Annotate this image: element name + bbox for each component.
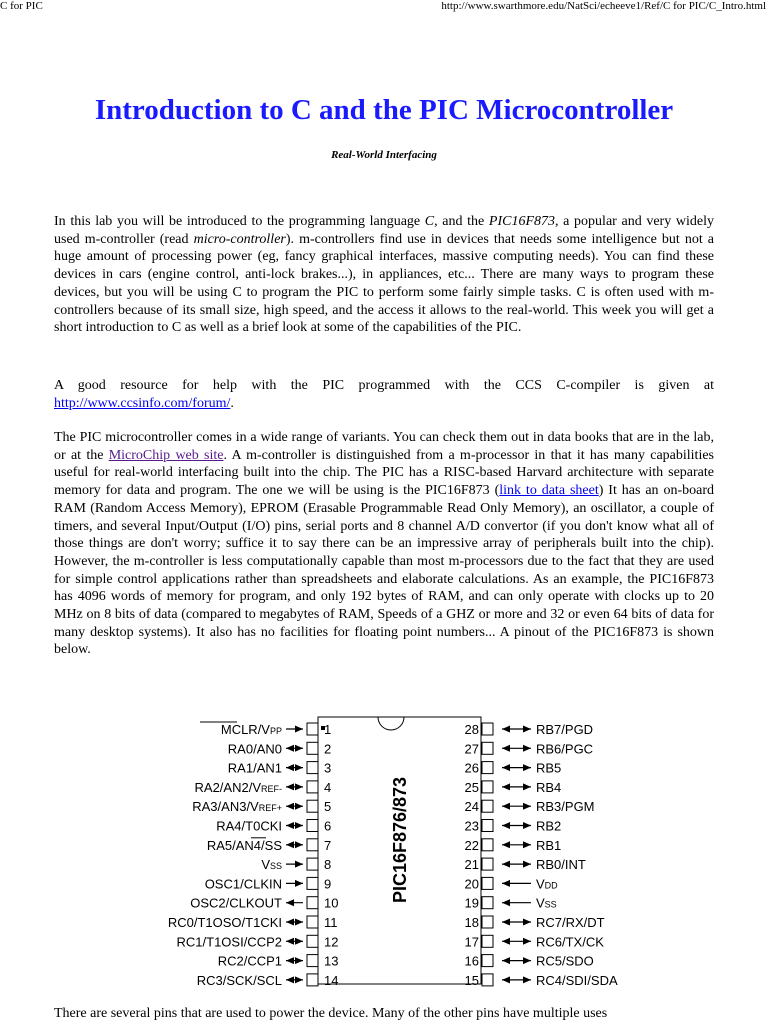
pin-label: RC5/SDO	[536, 953, 594, 969]
pin-arrowhead	[502, 880, 510, 887]
pin-number: 24	[464, 799, 479, 815]
pin-arrowhead	[286, 803, 294, 810]
pin-1	[200, 722, 331, 737]
pin-arrowhead	[502, 957, 510, 964]
pin-arrowhead	[286, 783, 294, 790]
pin-pad	[482, 781, 493, 793]
pin-arrowhead	[286, 919, 294, 926]
browser-page-title: C for PIC	[0, 0, 43, 12]
pin-arrowhead	[523, 919, 531, 926]
pin-24	[465, 799, 595, 814]
pin-number: 19	[464, 895, 479, 911]
pin-number: 4	[324, 779, 332, 795]
pin-arrowhead	[523, 861, 531, 868]
pin-label: RB3/PGM	[536, 799, 595, 815]
pin-pad	[307, 762, 318, 774]
pin-label: RB7/PGD	[536, 722, 594, 737]
pin-pad	[307, 858, 318, 870]
text: .	[230, 395, 234, 411]
pin-number: 20	[464, 876, 479, 892]
pin-label: RA3/AN3/VREF+	[192, 799, 282, 815]
pin-number: 23	[464, 818, 479, 834]
pin-number: 1	[324, 722, 332, 737]
pin-arrowhead	[286, 957, 294, 964]
pin-pad	[307, 723, 318, 735]
pin-pad	[307, 877, 318, 889]
pin-arrowhead	[502, 841, 510, 848]
data-sheet-link[interactable]: link to data sheet	[499, 483, 599, 499]
pin-pad	[482, 742, 493, 754]
pin-15	[465, 973, 618, 988]
pin-number: 5	[324, 799, 332, 815]
pin-arrowhead	[502, 764, 510, 771]
pin-number: 15	[464, 972, 479, 988]
pin-arrowhead	[502, 745, 510, 752]
pin-12	[177, 934, 339, 949]
pin-6	[216, 819, 331, 834]
pin-pad	[307, 742, 318, 754]
pin-pad	[307, 800, 318, 812]
pin-label: RB4	[536, 779, 562, 795]
pin-arrowhead	[295, 822, 303, 829]
pin-arrowhead	[295, 783, 303, 790]
pin-number: 25	[464, 779, 479, 795]
pin-label: RC2/CCP1	[217, 953, 282, 969]
pin-arrowhead	[295, 841, 303, 848]
pin-arrowhead	[523, 976, 531, 983]
pin-label: RA1/AN1	[227, 760, 282, 776]
pin-arrowhead	[286, 976, 294, 983]
pin-pad	[307, 781, 318, 793]
pin-label: RC1/T1OSI/CCP2	[176, 934, 282, 950]
pin-arrowhead	[502, 976, 510, 983]
text: ) It has an on-board RAM (Random Access Memory), EPROM (Erasable Programmable Read Only Memory), an oscillator, a couple of timers, and several Input/Output (I/O) pins, serial ports and 8 channel A/D convertor (if you don't know what all of those things are don't worry; suffice it to say there can be an impressive array of peripherals built into the chip). However, the m-controller is less computationally capable than most m-processors due to the fact that they are used for simple control applications rather than spreadsheets and elaborate calculations. As an example, the PIC16F873 has 4096 words of memory for program, and only 192 bytes of RAM, and can only operate with clocks up to 20 MHz on 8 bits of data (compared to megabytes of RAM, Speeds of a GHZ or more and 32 or even 64 bits of data for many desktop systems). It also has no facilities for floating point numbers... A pinout of the PIC16F873 is shown below.	[54, 483, 714, 658]
pin-label: RB1	[536, 837, 562, 853]
pic16f873-pinout-diagram	[0, 700, 768, 995]
pin-label: RB2	[536, 818, 562, 834]
pin-label: RA2/AN2/VREF-	[194, 779, 282, 795]
microchip-website-link[interactable]: MicroChip web site	[108, 447, 224, 463]
text: , a popular and very widely used m-controller (read	[54, 214, 714, 247]
pin-arrowhead	[286, 822, 294, 829]
c-term: C	[424, 214, 435, 229]
pin-20	[465, 876, 559, 891]
pin-label: RA4/T0CKI	[216, 818, 282, 834]
pin-arrowhead	[523, 957, 531, 964]
pin-pad	[482, 723, 493, 735]
pin-label: RC4/SDI/SDA	[536, 972, 618, 988]
pin-number: 26	[464, 760, 479, 776]
pin-arrowhead	[286, 841, 294, 848]
pin-number: 6	[324, 818, 332, 834]
text: A good resource for help with the PIC programmed with the CCS C-compiler is given at	[54, 378, 714, 393]
pin-arrowhead	[295, 957, 303, 964]
pin-arrowhead	[523, 841, 531, 848]
pin-arrowhead	[502, 899, 510, 906]
pin-pad	[482, 839, 493, 851]
pin-number: 22	[464, 837, 479, 853]
intro-paragraph	[54, 213, 714, 337]
pin-arrowhead	[523, 745, 531, 752]
pin-number: 11	[324, 915, 338, 930]
pin-27	[465, 741, 594, 756]
pin-number: 17	[464, 934, 479, 950]
pin-pad	[482, 935, 493, 947]
pin-11	[168, 915, 338, 930]
pin-label: RB5	[536, 760, 562, 776]
pin-7	[207, 838, 331, 853]
pin-number: 14	[324, 972, 339, 988]
pin-arrowhead	[523, 764, 531, 771]
browser-page-url: http://www.swarthmore.edu/NatSci/echeeve1/Ref/C for PIC/C_Intro.html	[441, 0, 766, 12]
page-subtitle: Real-World Interfacing	[331, 149, 437, 161]
text: The PIC microcontroller comes in a wide range of variants. You can check them out in data books that are in the lab, or at the	[54, 430, 714, 463]
pin-arrowhead	[502, 803, 510, 810]
pin-number: 13	[324, 953, 339, 969]
pin-arrowhead	[286, 899, 294, 906]
pin-number: 12	[324, 934, 339, 950]
pin-9	[205, 876, 332, 891]
pin-pad	[307, 974, 318, 986]
pin-arrowhead	[286, 764, 294, 771]
pin-10	[190, 896, 338, 911]
pic-description-paragraph	[54, 429, 714, 659]
pin-5	[192, 799, 331, 814]
pin-label: RA5/AN4/SS	[206, 837, 282, 853]
chip-label: PIC16F876/873	[390, 776, 410, 904]
pin-2	[228, 741, 331, 756]
pin-number: 18	[464, 915, 479, 930]
pin-pad	[482, 762, 493, 774]
power-pins-paragraph: There are several pins that are used to power the device. Many of the other pins have multiple uses	[54, 1006, 608, 1021]
pin-pad	[482, 800, 493, 812]
pin-number: 10	[324, 895, 339, 911]
pin-label: RB6/PGC	[536, 741, 594, 757]
pin-number: 9	[324, 876, 332, 892]
page-title: Introduction to C and the PIC Microcontroller	[94, 94, 674, 126]
pin-label: RB0/INT	[536, 857, 586, 873]
pin-pad	[307, 839, 318, 851]
text: , and the	[434, 214, 489, 229]
pin-label: VSS	[536, 895, 557, 911]
pin-arrowhead	[286, 938, 294, 945]
pin-arrowhead	[295, 861, 303, 868]
pin-arrowhead	[295, 938, 303, 945]
pin-18	[465, 915, 605, 930]
pin-label: RC3/SCK/SCL	[196, 972, 282, 988]
pin-label: OSC1/CLKIN	[204, 876, 282, 892]
pin-arrowhead	[295, 880, 303, 887]
micro-controller-term: micro-controller	[193, 231, 286, 247]
text: ). m-controllers find use in devices that needs some intelligence but not a huge amount of processing power (eg, fancy graphical interfaces, massive computing needs). You can find these devices in cars (engine control, anti-lock brakes...), in appliances, etc... There are many ways to program these devices, but you will be using C to program the PIC to perform some fairly simple tasks. C is often used with m-controllers because of its small size, high speed, and the access it allows to the real-world. This week you will get a short introduction to C as well as a brief look at some of the capabilities of the PIC.	[54, 231, 714, 336]
pin-16	[465, 954, 594, 969]
pin-pad	[482, 897, 493, 909]
pin-number: 2	[324, 741, 332, 757]
pin-arrowhead	[502, 938, 510, 945]
pin-arrowhead	[295, 745, 303, 752]
pin-arrowhead	[502, 726, 510, 733]
pin-pad	[482, 820, 493, 832]
left-pin-column	[168, 722, 339, 988]
pin-label: VSS	[261, 857, 282, 873]
pin-21	[465, 857, 586, 872]
pin-arrowhead	[295, 976, 303, 983]
pin-pad	[482, 858, 493, 870]
pin-pad	[482, 955, 493, 967]
pin-number: 28	[464, 722, 479, 737]
pin-arrowhead	[295, 726, 303, 733]
pin-pad	[307, 935, 318, 947]
pin-arrowhead	[502, 822, 510, 829]
pin-number: 3	[324, 760, 332, 776]
pin-arrowhead	[523, 783, 531, 790]
pin-arrowhead	[502, 783, 510, 790]
pin-label: RC6/TX/CK	[536, 934, 604, 950]
pin-label: RC7/RX/DT	[536, 915, 605, 930]
pin-number: 8	[324, 857, 332, 873]
text: In this lab you will be introduced to the programming language	[54, 214, 425, 229]
pin-label: VDD	[536, 876, 558, 892]
pin-4	[195, 780, 332, 795]
ccs-forum-link[interactable]: http://www.ccsinfo.com/forum/	[54, 395, 231, 411]
pin-number: 7	[324, 837, 332, 853]
pin-arrowhead	[286, 745, 294, 752]
pin-17	[465, 934, 605, 949]
pin-label: MCLR/VPP	[220, 722, 282, 737]
pin-label: RC0/T1OSO/T1CKI	[167, 915, 282, 930]
pin-3	[228, 761, 331, 776]
pin-arrowhead	[295, 764, 303, 771]
pin-19	[465, 896, 557, 911]
pin-arrowhead	[295, 803, 303, 810]
pin-number: 16	[464, 953, 479, 969]
pin-arrowhead	[523, 726, 531, 733]
pin-pad	[307, 820, 318, 832]
pin-label: RA0/AN0	[227, 741, 282, 757]
resource-paragraph	[54, 377, 714, 412]
pin-arrowhead	[502, 861, 510, 868]
pin-arrowhead	[523, 803, 531, 810]
pin-arrowhead	[523, 822, 531, 829]
pin-pad	[482, 974, 493, 986]
pin-pad	[482, 916, 493, 928]
pin-pad	[482, 877, 493, 889]
pin-14	[197, 973, 339, 988]
text: . A m-controller is distinguished from a m-processor in that it has many capabilities useful for real-world interfacing built into the chip. The PIC has a RISC-based Harvard architecture with separate memory for data and program. The one we will be using is the PIC16F873 (	[54, 447, 714, 499]
pin-arrowhead	[523, 938, 531, 945]
pin-28	[465, 722, 594, 737]
pin-number: 21	[464, 857, 479, 873]
right-pin-column	[465, 722, 618, 988]
pin-pad	[307, 955, 318, 967]
pin-arrowhead	[295, 919, 303, 926]
pin-label: OSC2/CLKOUT	[190, 895, 282, 911]
pin-pad	[307, 916, 318, 928]
pin-pad	[307, 897, 318, 909]
chip-term: PIC16F873	[488, 214, 556, 229]
pin-number: 27	[464, 741, 479, 757]
pin-arrowhead	[502, 919, 510, 926]
